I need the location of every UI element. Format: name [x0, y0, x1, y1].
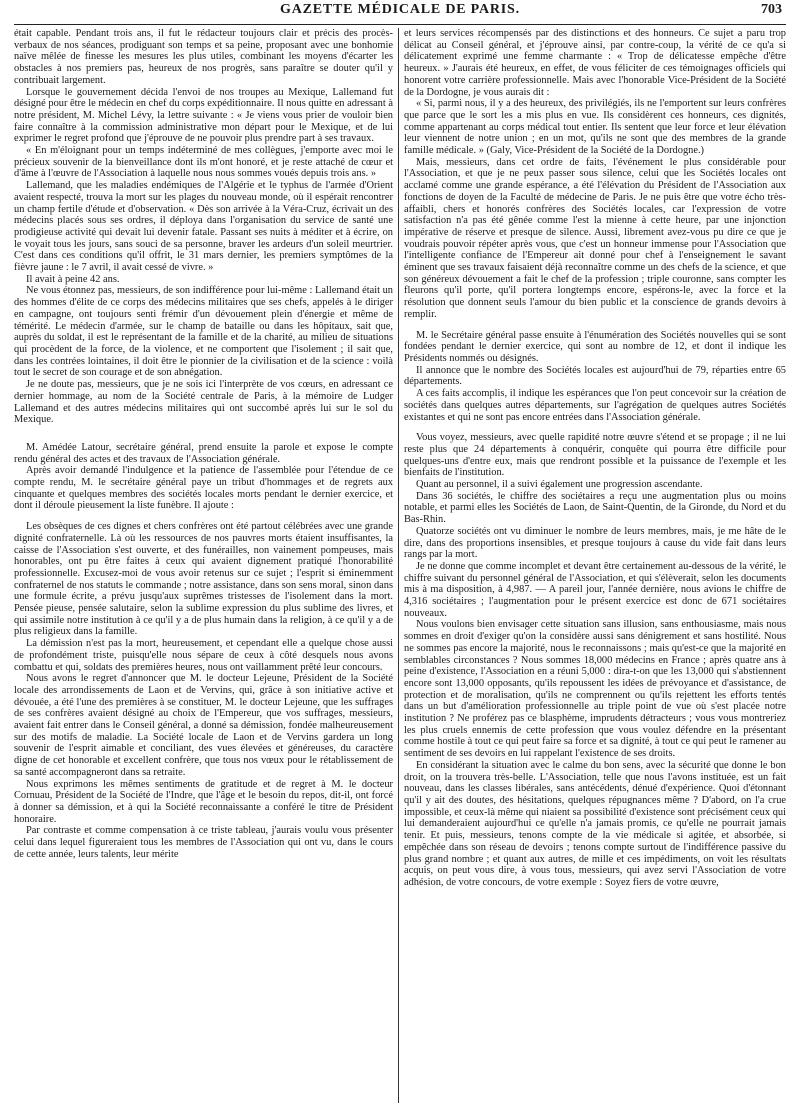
paragraph: Nous exprimons les mêmes sentiments de gratitude et de regret à M. le docteur Cornuau, Président de la Société de l'Indre, que l'âge et le besoin du repos, dit-il, ont forcé à donner sa démission, et à qui la Société reconnaissante a conféré le titre de Président honoraire. [14, 778, 393, 825]
quotation: « Si, parmi nous, il y a des heureux, des privilégiés, ils ne l'emportent sur leurs confrères que parce que le sort les a mis plus en vue. Ils considèrent ces honneurs, ces dignités, comme appartenant au corps médical tout entier. Ils sentent que leur force et leur élévation leur viennent de notre union ; en un mot, qu'ils ne sont que des membres de la grande famille médicale. » (Galy, Vice-Président de la Société de la Dordogne.) [404, 98, 786, 157]
paragraph: Je ne donne que comme incomplet et devant être certainement au-dessous de la vérité, le chiffre suivant du personnel général de l'Association, et qui s'élèverait, selon les documents mis à ma disposition, à 4,987. — A pareil jour, l'année dernière, nous avions le chiffre de 4,316 sociétaires ; l'augmentation pour le présent exercice est donc de 671 sociétaires nouveaux. [404, 560, 786, 619]
page-header [14, 2, 786, 25]
column-divider [398, 28, 399, 1103]
paragraph: Lallemand, que les maladies endémiques de l'Algérie et le typhus de l'armée d'Orient avaient respecté, trouva la mort sur les plages du nouveau monde, où il espérait rencontrer un champ fertile d'étude et d'observation. « Dès son arrivée à la Véra-Cruz, écrivait un des médecins placés sous ses ordres, il déploya dans l'organisation du service de santé une prodigieuse activité qui devait lui devenir fatale. Passant ses nuits à méditer et à écrire, on le voyait tous les jours, sans souci de sa personne, braver les ardeurs d'un soleil meurtrier. C'est dans ces conditions qu'il offrit, le 31 mars dernier, les premiers symptômes de la fièvre jaune : le 7 avril, il avait cessé de vivre. » [14, 180, 393, 274]
paragraph: Nous voulons bien envisager cette situation sans illusion, sans enthousiasme, mais nous sommes en droit d'exiger qu'on la considère aussi sans dénigrement et sans hostilité. Nous ne sommes pas encore la majorité, nous le reconnaissons ; mais qu'est-ce que la majorité en semblables circonstances ? Nous sommes 18,000 médecins en France ; après quatre ans à peine d'existence, l'Association en a réuni 5,000 : dira-t-on que les 13,000 qui s'abstiennent encore sont 13,000 opposants, qu'ils repoussent les idées de prévoyance et d'assistance, de protection et de moralisation, qu'ils ne comprennent ou qu'ils rejettent les efforts tentés dans un but d'amélioration professionnelle au triple point de vue où s'est placée notre institution ? Ne proférez pas ce blasphème, imprudents détracteurs ; vous vous montreriez les plus cruels ennemis de cette profession que vous voulez défendre en la présentant comme hostile à tout ce qui peut faire sa force et sa dignité, à tout ce qui peut le ramener au sentiment de ses devoirs en lui rappelant l'existence de ses droits. [404, 619, 786, 760]
publication-title: GAZETTE MÉDICALE DE PARIS. [280, 2, 520, 17]
paragraph: Par contraste et comme compensation à ce triste tableau, j'aurais voulu vous présenter celui dans lequel figureraient tous les membres de l'Association qui ont vu, dans le cours de cette année, leurs talents, leur mérite [14, 825, 393, 860]
paragraph: Les obsèques de ces dignes et chers confrères ont été partout célébrées avec une grande dignité confraternelle. Là où les ressources de nos pauvres morts étaient insuffisantes, la caisse de l'Association s'est ouverte, et des funérailles, non vainement pompeuses, mais honorables, ont pu être faites à ceux qui avaient dignement pratiqué l'honorabilité professionnelle. Excusez-moi de vous avoir retenus sur ce sujet ; l'esprit si éminemment confraternel de nos statuts le commande ; notre assistance, dans son sens moral, sinon dans une formule écrite, a prévu jusqu'aux suprêmes tristesses de l'isolement dans la mort. Pensée pieuse, pensée salutaire, selon la sublime expression du plus sublime des livres, et qui assimile notre institution à ce qu'il y a de plus humain dans la religion, à ce qu'il y a de plus religieux dans la famille. [14, 521, 393, 638]
paragraph: La démission n'est pas la mort, heureusement, et cependant elle a quelque chose aussi de profondément triste, puisqu'elle nous sépare de ceux à côté desquels nous avons combattu et qui, soldats des premières heures, nous ont vaillamment prêté leur concours. [14, 638, 393, 673]
paragraph: Lorsque le gouvernement décida l'envoi de nos troupes au Mexique, Lallemand fut désigné pour être le médecin en chef du corps expéditionnaire. Il nous quitte en adressant à notre président, M. Michel Lévy, la lettre suivante : « Je viens vous prier de vouloir bien faire connaître à la commission administrative mon départ pour le Mexique, et de lui exprimer le regret profond que j'éprouve de ne pouvoir plus prendre part à ses travaux. [14, 86, 393, 145]
paragraph: Mais, messieurs, dans cet ordre de faits, l'événement le plus considérable pour l'Association, et que je ne peux passer sous silence, celui que les Sociétés locales ont acclamé comme une grande espérance, a été l'élévation du Président de l'Association aux fonctions de doyen de la Faculté de médecine de Paris. Je ne puis être que votre écho très-affaibli, chers et honorés confrères des Sociétés locales, car l'expression de votre satisfaction n'a pas été gênée comme l'est la mienne à cette heure, par une injonction impérative de réserve et presque de silence. Aussi, librement avez-vous pu dire ce que je voudrais pouvoir répéter après vous, que c'est un honneur immense pour l'Association que l'intelligente confiance de l'Empereur ait donné pour chef à l'enseignement le savant éminent que ses travaux faisaient déjà reconnaître comme un des chefs de la science, et que son généreux dévouement a fait le chef de la profession ; triple couronne, sans compter les fleurons qu'il porte, qu'il portera longtemps encore, espérons-le, avec la force et la résolution que donnent seuls l'amour du bien public et la conscience de grands devoirs à remplir. [404, 156, 786, 320]
paragraph: et leurs services récompensés par des distinctions et des honneurs. Ce sujet a paru trop délicat au Conseil général, et j'éprouve ainsi, par contre-coup, la vérité de ce qu'a si délicatement exprimé une femme charmante : « Trop de délicatesse empêche d'être heureux. » J'aurais été heureux, en effet, de vous féliciter de ces témoignages officiels qui honorent votre carrière professionnelle. Mais avec l'honorable Vice-Président de la Société de la Dordogne, je vous aurais dit : [404, 28, 786, 98]
right-column [404, 28, 786, 1103]
paragraph: M. Amédée Latour, secrétaire général, prend ensuite la parole et expose le compte rendu général des actes et des travaux de l'Association générale. [14, 441, 393, 465]
left-column [14, 28, 393, 1103]
paragraph: était capable. Pendant trois ans, il fut le rédacteur toujours clair et précis des procès-verbaux de nos séances, prodiguant son temps et sa peine, proposant avec une bonhomie naïve mêlée de finesse les mesures les plus utiles, combinant les moyens d'écarter les obstacles à nos premiers pas, heureux de nos progrès, sans paraître se douter qu'il y contribuait largement. [14, 28, 393, 86]
paragraph: M. le Secrétaire général passe ensuite à l'énumération des Sociétés nouvelles qui se sont fondées pendant le dernier exercice, qui sont au nombre de 12, et dont il indique les Présidents nommés ou désignés. [404, 329, 786, 364]
paragraph: Quant au personnel, il a suivi également une progression ascendante. [416, 479, 703, 491]
paragraph: Dans 36 sociétés, le chiffre des sociétaires a reçu une augmentation plus ou moins notable, et parmi elles les Sociétés de Laon, de Saint-Quentin, de la Gironde, du Nord et du Bas-Rhin. [404, 490, 786, 526]
paragraph: A ces faits accomplis, il indique les espérances que l'on peut concevoir sur la création de sociétés dans quelques autres départements, sur l'agrégation de quelques autres Sociétés existantes et qui ne sont pas encore entrées dans l'Association générale. [404, 388, 786, 423]
page-number: 703 [761, 2, 782, 17]
paragraph: Après avoir demandé l'indulgence et la patience de l'assemblée pour l'étendue de ce compte rendu, M. le secrétaire général paye un tribut d'hommages et de regrets aux cinquante et quelques membres des sociétés locales morts pendant le dernier exercice, et dont il déroule pieusement la liste funèbre. Il ajoute : [14, 465, 393, 512]
paragraph: Quatorze sociétés ont vu diminuer le nombre de leurs membres, mais, je me hâte de le dire, dans des proportions insensibles, et presque toujours à cause du vide fait dans leurs rangs par la mort. [404, 525, 786, 561]
paragraph: Vous voyez, messieurs, avec quelle rapidité notre œuvre s'étend et se propage ; il ne lui reste plus que 24 départements à conquérir, conquête qui pourra être difficile pour quelques-uns d'entre eux, mais que rendront possible et la puissance de l'exemple et les bienfaits de l'institution. [404, 432, 786, 479]
paragraph: Il avait à peine 42 ans. [26, 273, 120, 285]
paragraph: Ne vous étonnez pas, messieurs, de son indifférence pour lui-même : Lallemand était un des hommes d'élite de ce corps des médecins militaires que ses chefs, appelés à le diriger en campagne, ont toujours senti frémir d'un dévouement plein d'énergie et même de témérité. Le médecin d'armée, sur le champ de bataille ou dans les hôpitaux, sait que, auprès du soldat, il est le représentant de la famille et de la charité, au milieu de situations qui procèdent de la force, de la violence, et ne comportent que l'isolement ; il sait que, dans les contrées lointaines, il doit être le pionnier de la civilisation et de la science : voilà tout le secret de son courage et de son abnégation. [14, 285, 393, 379]
paragraph: Je ne doute pas, messieurs, que je ne sois ici l'interprète de vos cœurs, en adressant ce dernier hommage, au nom de la Société centrale de Paris, à la mémoire de Ludger Lallemand et des autres médecins militaires qui ont succombé après lui sur le sol du Mexique. [14, 379, 393, 426]
paragraph: « En m'éloignant pour un temps indéterminé de mes collègues, j'emporte avec moi le précieux souvenir de la bienveillance dont ils m'ont honoré, et je reste attaché de cœur et d'âme à l'œuvre de l'Association à laquelle nous nous sommes voués depuis trois ans. » [14, 145, 393, 180]
paragraph: Il annonce que le nombre des Sociétés locales est aujourd'hui de 79, réparties entre 65 départements. [404, 364, 786, 388]
paragraph: En considérant la situation avec le calme du bon sens, avec la sécurité que donne le bon droit, on la trouvera très-belle. L'Association, telle que nous l'avons instituée, est un fait nouveau, dans les classes libérales, sans antécédents, dénué d'expérience. Quoi d'étonnant qu'il y ait des doutes, des hésitations, quelques répugnances même ? D'abord, on l'a crue impossible, et ceux-là même qui niaient sa possibilité d'existence sont précisément ceux qui lui demanderaient aujourd'hui ce qu'elle n'a jamais promis, ce qu'elle ne pourrait jamais tenir. Et puis, messieurs, tenons compte de la vie médicale si agitée, et absorbée, si empêchée dans son réseau de devoirs ; tenons compte surtout de l'indifférence passive du plus grand nombre ; et quant aux autres, de mille et ces impédiments, on voit les résultats acquis, on peut vous dire, à vous tous, messieurs, qui avez servi l'Association de votre adhésion, de votre concours, de votre exemple : Soyez fiers de votre œuvre, [404, 759, 786, 888]
paragraph: Nous avons le regret d'annoncer que M. le docteur Lejeune, Président de la Société locale des arrondissements de Laon et de Vervins, qui, grâce à son initiative active et dévouée, a été l'une des premières à se constituer, M. le docteur Lejeune, que les suffrages de ses confrères avaient désigné au choix de l'Empereur, que vos suffrages, messieurs, avaient fait entrer dans le Conseil général, a donné sa démission, fondée malheureusement sur des motifs de maladie. La Société locale de Laon et de Vervins gardera un long souvenir de l'esprit aimable et conciliant, des vues élevées et généreuses, du caractère digne de cet honorable et excellent confrère, que tous nos vœux pour le rétablissement de sa santé accompagneront dans sa retraite. [14, 673, 393, 778]
